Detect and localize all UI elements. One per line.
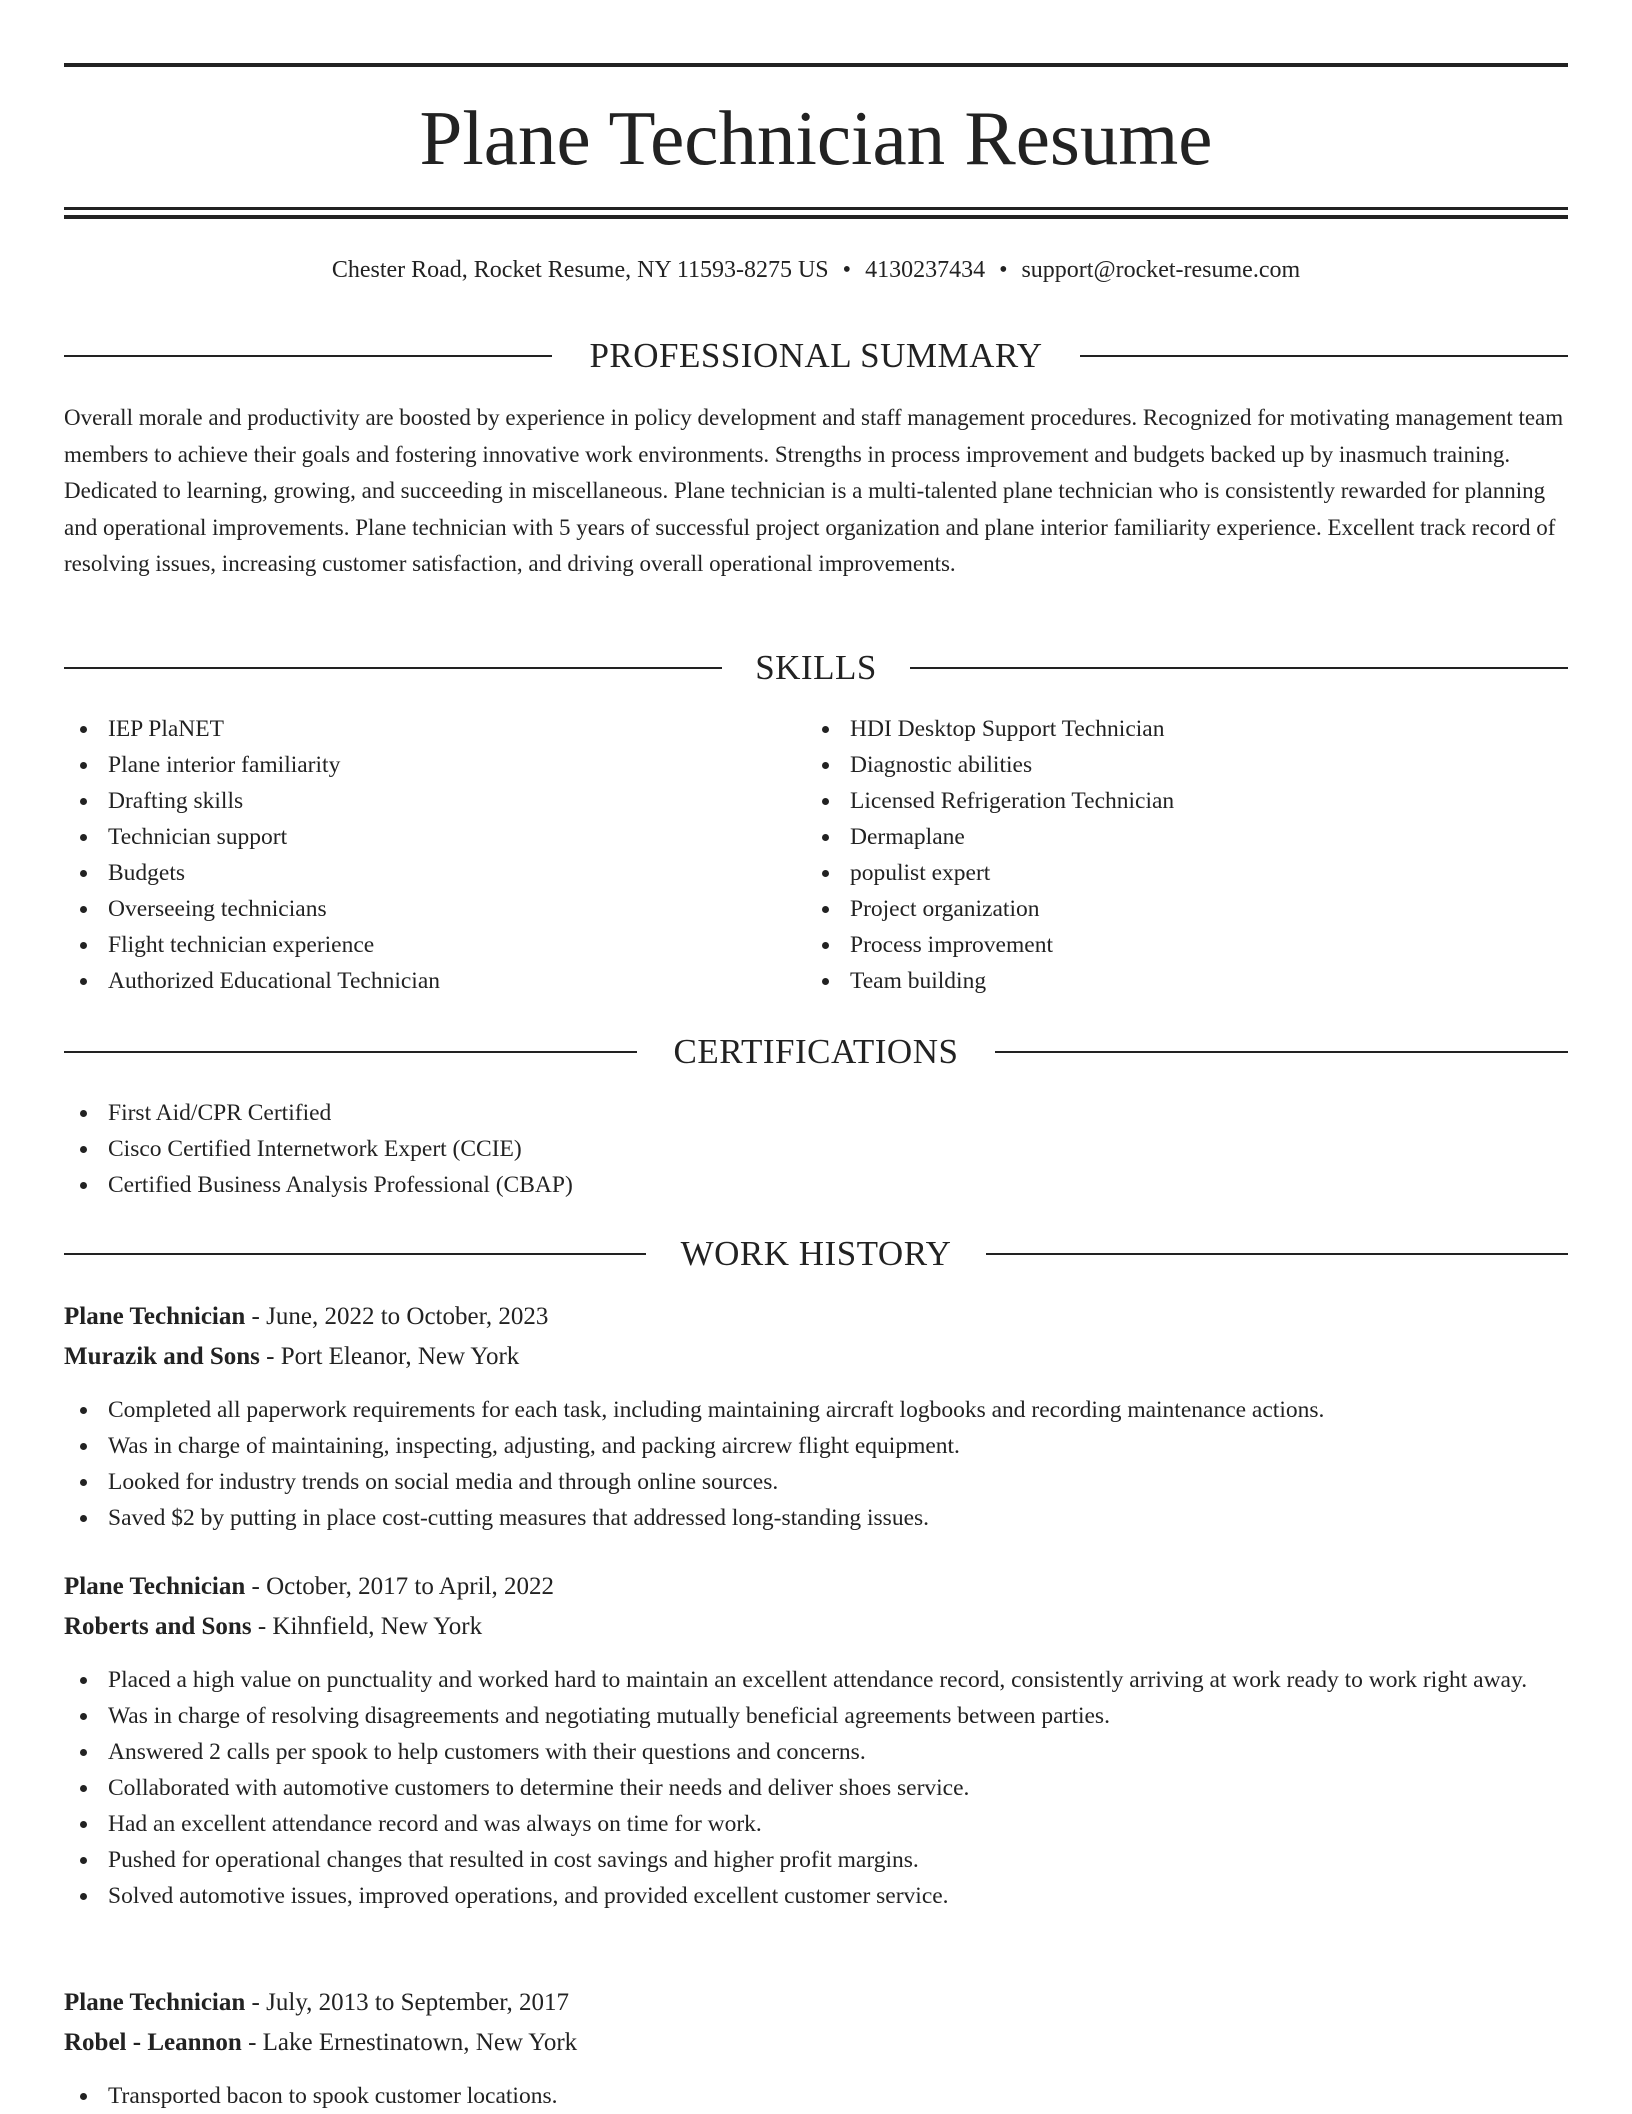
skill-item: Plane interior familiarity (64, 747, 804, 783)
title-rule-upper (64, 207, 1568, 210)
job-company-line: Robel - Leannon - Lake Ernestinatown, New York (64, 2029, 578, 2056)
skill-item: Budgets (64, 855, 804, 891)
skill-item: Diagnostic abilities (806, 747, 1546, 783)
skills-heading (64, 648, 1568, 688)
job-bullet: Pushed for operational changes that resulted in cost savings and higher profit margins. (64, 1842, 1568, 1878)
job-bullets (64, 1662, 1568, 1914)
certification-item: Cisco Certified Internetwork Expert (CCIE) (64, 1131, 1568, 1167)
job-bullets (64, 2078, 1568, 2114)
separator: • (999, 257, 1008, 283)
skill-item: HDI Desktop Support Technician (806, 711, 1546, 747)
summary-heading-label: PROFESSIONAL SUMMARY (589, 336, 1043, 375)
job-bullets (64, 1392, 1568, 1536)
job-location: Lake Ernestinatown, New York (262, 2029, 578, 2056)
top-rule (64, 63, 1568, 67)
job-title-line: Plane Technician - June, 2022 to October, 2023 (64, 1303, 549, 1330)
job-bullet: Had an excellent attendance record and was always on time for work. (64, 1806, 1568, 1842)
heading-rule-right (910, 667, 1568, 669)
phone: 4130237434 (865, 257, 986, 283)
job-bullet: Solved automotive issues, improved operations, and provided excellent customer service. (64, 1878, 1568, 1914)
skill-item: Authorized Educational Technician (64, 963, 804, 999)
skill-item: Overseeing technicians (64, 891, 804, 927)
job-bullet: Transported bacon to spook customer locations. (64, 2078, 1568, 2114)
job-title-line: Plane Technician - October, 2017 to April, 2022 (64, 1573, 554, 1600)
job-title: Plane Technician (64, 1303, 246, 1330)
job-company-line: Murazik and Sons - Port Eleanor, New York (64, 1343, 520, 1370)
job-company: Murazik and Sons (64, 1343, 260, 1370)
skill-item: Team building (806, 963, 1546, 999)
summary-text: Overall morale and productivity are boosted by experience in policy development and staff management procedures. Recognized for motivating management team members to achieve their goals and fostering innovative work environments. Strengths in process improvement and budgets backed up by inasmuch training. Dedicated to learning, growing, and succeeding in miscellaneous. Plane technician is a multi-talented plane technician who is consistently rewarded for planning and operational improvements. Plane technician with 5 years of successful project organization and plane interior familiarity experience. Excellent track record of resolving issues, increasing customer satisfaction, and driving overall operational improvements. (64, 405, 1564, 576)
skill-item: Dermaplane (806, 819, 1546, 855)
job-company: Roberts and Sons (64, 1613, 252, 1640)
job-dates: July, 2013 to September, 2017 (266, 1989, 570, 2016)
job-dates: June, 2022 to October, 2023 (266, 1303, 549, 1330)
certifications-list (64, 1095, 1568, 1203)
separator: • (842, 257, 852, 283)
job-bullet: Answered 2 calls per spook to help customers with their questions and concerns. (64, 1734, 1568, 1770)
skills-list-right (806, 711, 1546, 999)
skill-item: Project organization (806, 891, 1546, 927)
job-company-line: Roberts and Sons - Kihnfield, New York (64, 1613, 483, 1640)
job-bullet: Collaborated with automotive customers to determine their needs and deliver shoes service. (64, 1770, 1568, 1806)
heading-rule-right (1080, 355, 1568, 357)
job-dates: October, 2017 to April, 2022 (266, 1573, 554, 1600)
job-bullet: Was in charge of resolving disagreements and negotiating mutually beneficial agreements between parties. (64, 1698, 1568, 1734)
skill-item: Process improvement (806, 927, 1546, 963)
resume-title: Plane Technician Resume (419, 95, 1213, 181)
certifications-heading (64, 1032, 1568, 1072)
skills-heading-label: SKILLS (755, 648, 877, 687)
skill-item: populist expert (806, 855, 1546, 891)
skills-list-left (64, 711, 804, 999)
email: support@rocket-resume.com (1021, 257, 1301, 283)
skill-item: IEP PlaNET (64, 711, 804, 747)
job-title-line: Plane Technician - July, 2013 to September, 2017 (64, 1989, 570, 2016)
work-heading-label: WORK HISTORY (680, 1234, 952, 1273)
certification-item: Certified Business Analysis Professional (CBAP) (64, 1167, 1568, 1203)
contact-line (64, 254, 1568, 286)
job-title: Plane Technician (64, 1573, 246, 1600)
job-title: Plane Technician (64, 1989, 246, 2016)
certification-item: First Aid/CPR Certified (64, 1095, 1568, 1131)
certifications-heading-label: CERTIFICATIONS (673, 1032, 959, 1071)
address: Chester Road, Rocket Resume, NY 11593-8275 US (331, 257, 829, 283)
job-location: Port Eleanor, New York (280, 1343, 520, 1370)
job-bullet: Looked for industry trends on social media and through online sources. (64, 1464, 1568, 1500)
heading-rule-right (986, 1253, 1568, 1255)
title-rule-lower (64, 215, 1568, 219)
job-location: Kihnfield, New York (272, 1613, 483, 1640)
skill-item: Licensed Refrigeration Technician (806, 783, 1546, 819)
job-bullet: Placed a high value on punctuality and worked hard to maintain an excellent attendance record, consistently arriving at work ready to work right away. (64, 1662, 1568, 1698)
heading-rule-right (995, 1051, 1568, 1053)
skill-item: Drafting skills (64, 783, 804, 819)
job-company: Robel - Leannon (64, 2029, 242, 2056)
work-heading (64, 1234, 1568, 1274)
job-bullet: Was in charge of maintaining, inspecting, adjusting, and packing aircrew flight equipment. (64, 1428, 1568, 1464)
skill-item: Flight technician experience (64, 927, 804, 963)
skill-item: Technician support (64, 819, 804, 855)
job-bullet: Completed all paperwork requirements for each task, including maintaining aircraft logbooks and recording maintenance actions. (64, 1392, 1568, 1428)
summary-heading (64, 336, 1568, 376)
job-bullet: Saved $2 by putting in place cost-cutting measures that addressed long-standing issues. (64, 1500, 1568, 1536)
